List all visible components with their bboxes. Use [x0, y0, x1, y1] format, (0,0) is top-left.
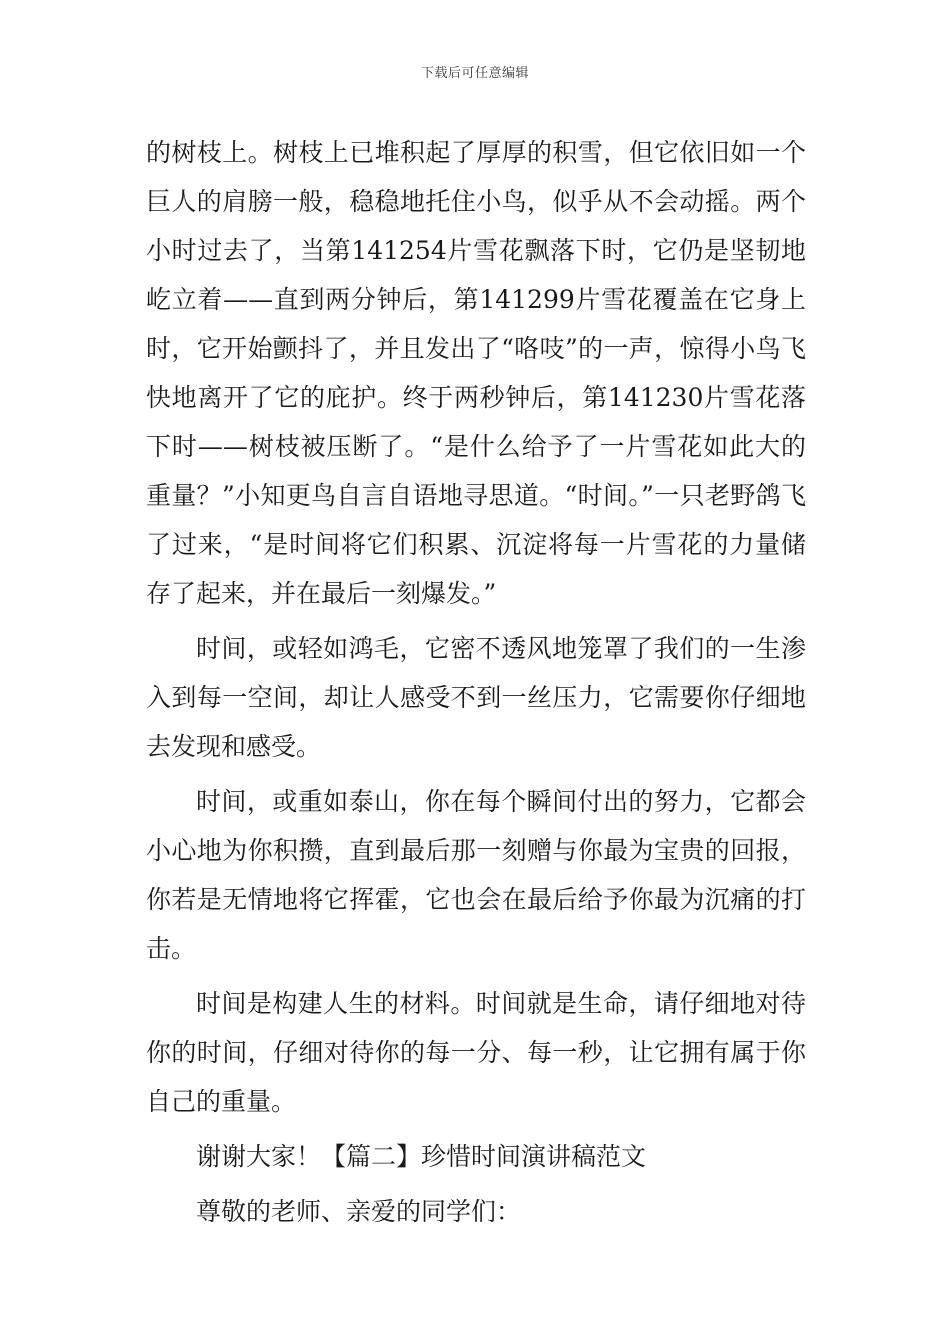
page-header: 下载后可任意编辑 [420, 66, 529, 81]
paragraph-thanks-and-section-title: 谢谢大家！【篇二】珍惜时间演讲稿范文 [196, 1142, 647, 1171]
paragraph-time-is-life: 时间是构建人生的材料。时间就是生命，请仔细地对待你的时间，仔细对待你的每一分、每一秒，让它拥有属于你自己的重量。 [146, 989, 806, 1116]
document-body [146, 128, 806, 1236]
paragraph-light-as-feather: 时间，或轻如鸿毛，它密不透风地笼罩了我们的一生渗入到每一空间，却让人感受不到一丝压力，它需要你仔细地去发现和感受。 [146, 634, 806, 761]
paragraph-salutation: 尊敬的老师、亲爱的同学们： [196, 1197, 522, 1226]
paragraph-heavy-as-mountain: 时间，或重如泰山，你在每个瞬间付出的努力，它都会小心地为你积攒，直到最后那一刻赠与你最为宝贵的回报，你若是无情地将它挥霍，它也会在最后给予你最为沉痛的打击。 [146, 787, 806, 963]
paragraph-snow-story: 的树枝上。树枝上已堆积起了厚厚的积雪，但它依旧如一个巨人的肩膀一般，稳稳地托住小鸟，似乎从不会动摇。两个小时过去了，当第141254片雪花飘落下时，它仍是坚韧地屹立着——直到两分钟后，第141299片雪花覆盖在它身上时，它开始颤抖了，并且发出了“咯吱”的一声，惊得小鸟飞快地离开了它的庇护。终于两秒钟后，第141230片雪花落下时——树枝被压断了。“是什么给予了一片雪花如此大的重量？”小知更鸟自言自语地寻思道。“时间。”一只老野鸽飞了过来，“是时间将它们积累、沉淀将每一片雪花的力量储存了起来，并在最后一刻爆发。” [146, 138, 806, 608]
